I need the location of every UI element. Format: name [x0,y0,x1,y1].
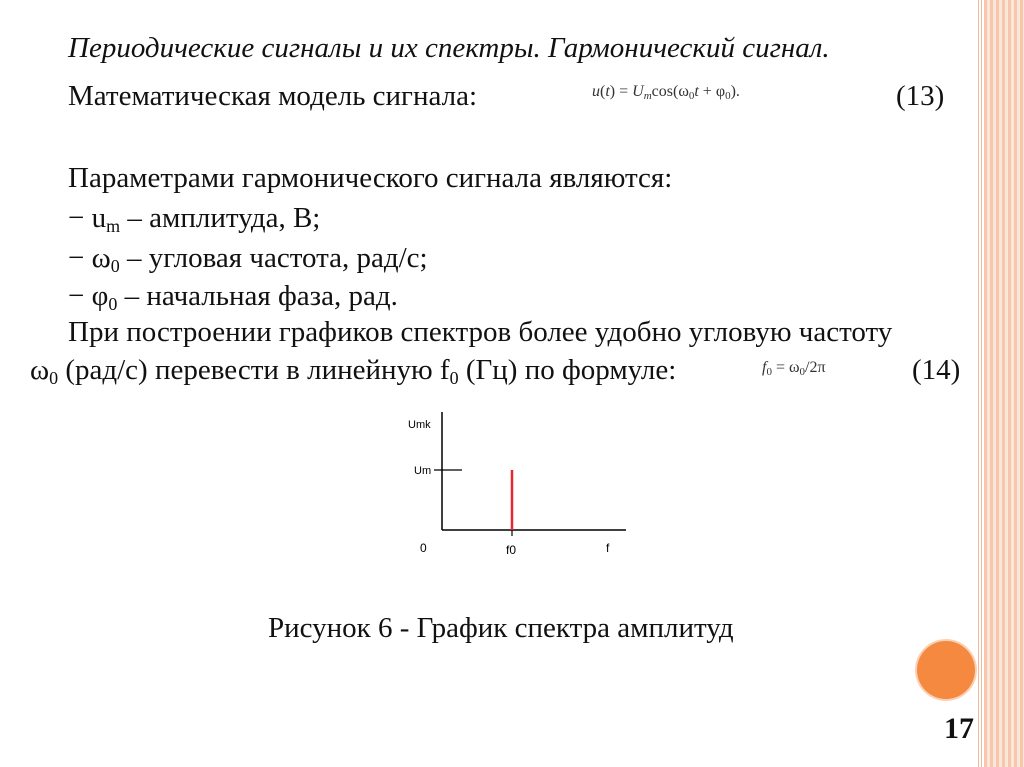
params-heading: Параметрами гармонического сигнала являются: [68,162,673,194]
decorative-stripe-edge [976,0,984,767]
decorative-stripes [984,0,1024,767]
equation-number-13: (13) [896,80,945,112]
paragraph-line-1: При построении графиков спектров более удобно угловую частоту [68,316,893,348]
slide-title: Периодические сигналы и их спектры. Гармонический сигнал. [68,32,830,64]
equation-number-14: (14) [912,354,961,386]
formula-13: $u(t) = U_m\cos(\omega_0t + \varphi_0)$. [592,83,740,102]
page-number: 17 [944,712,974,745]
x-axis-label: f [606,541,610,555]
figure-caption: Рисунок 6 - График спектра амплитуд [268,612,734,644]
y-tick-label: Um [414,465,432,477]
param-angular-frequency: − $\omega_0$ – угловая частота, рад/с; [68,242,428,276]
amplitude-spectrum-chart [400,400,640,580]
origin-label: 0 [420,541,427,555]
formula-14: $f_0 = \omega_0/2\pi$ [762,359,826,378]
y-axis-label: Umk [408,419,431,431]
decorative-orange-circle [917,641,975,699]
paragraph-line-2: $\omega_0$ (рад/с) перевести в линейную $f_0$ (Гц) по формуле: [30,354,677,388]
model-label: Математическая модель сигнала: [68,80,478,112]
param-amplitude: − $u_m$ – амплитуда, В; [68,202,321,236]
x-tick-label: f0 [506,543,517,557]
param-initial-phase: − $\varphi_0$ – начальная фаза, рад. [68,280,398,314]
